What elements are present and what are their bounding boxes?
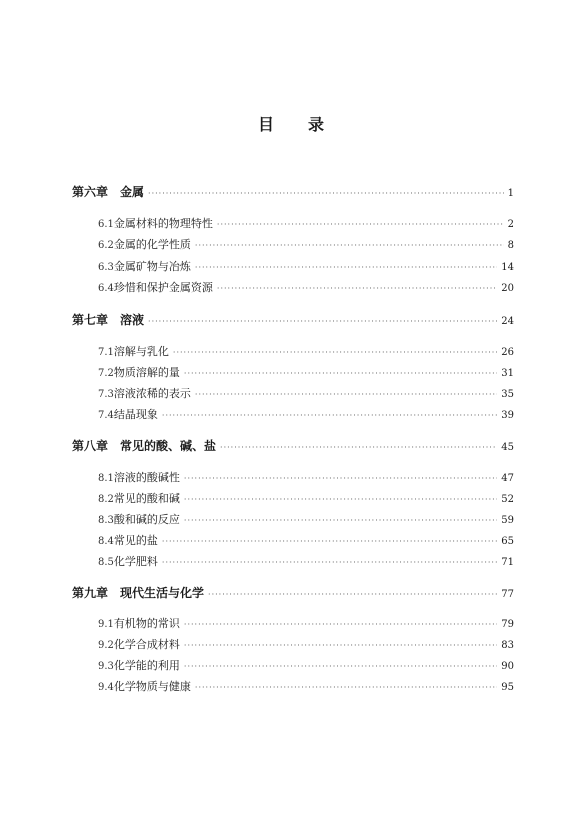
section-title: 金属材料的物理特性 (113, 217, 213, 230)
section-page-number: 71 (501, 557, 514, 568)
toc-section-9-3[interactable] (98, 657, 514, 673)
section-page-number: 95 (501, 682, 514, 693)
section-title: 珍惜和保护金属资源 (113, 281, 213, 294)
toc-section-6-1[interactable] (98, 215, 514, 231)
toc-section-9-2[interactable] (98, 636, 514, 652)
toc-section-7-2[interactable] (98, 364, 514, 380)
chapter-title: 溶液 (120, 313, 145, 327)
toc-chapter-7[interactable] (72, 311, 514, 328)
chapter-page-number: 77 (501, 589, 514, 600)
toc-chapter-9[interactable] (72, 584, 514, 601)
section-number: 6.4 (98, 283, 114, 294)
chapter-number: 第九章 (72, 586, 109, 600)
section-number: 7.4 (98, 410, 114, 421)
toc-section-7-1[interactable] (98, 343, 514, 359)
section-page-number: 14 (501, 262, 514, 273)
section-page-number: 52 (501, 494, 514, 505)
section-title: 有机物的常识 (113, 617, 180, 630)
dot-leader (195, 264, 497, 272)
dot-leader (217, 221, 504, 229)
section-number: 8.2 (98, 494, 114, 505)
dot-leader (184, 475, 497, 483)
dot-leader (220, 444, 497, 452)
toc-section-7-3[interactable] (98, 385, 514, 401)
section-number: 6.3 (98, 262, 114, 273)
section-title: 结晶现象 (113, 408, 158, 421)
section-title: 化学能的利用 (113, 659, 180, 672)
dot-leader (162, 538, 497, 546)
section-page-number: 2 (507, 219, 514, 230)
dot-leader (148, 318, 497, 326)
section-title: 金属的化学性质 (113, 238, 191, 251)
section-title: 化学肥料 (113, 555, 158, 568)
section-page-number: 83 (501, 640, 514, 651)
toc-section-7-4[interactable] (98, 406, 514, 422)
section-number: 7.2 (98, 368, 114, 379)
section-title: 溶液的酸碱性 (113, 471, 180, 484)
toc-chapter-6[interactable] (72, 183, 514, 200)
section-page-number: 20 (501, 283, 514, 294)
page-title-part2: 录 (308, 115, 325, 134)
section-number: 7.1 (98, 347, 114, 358)
section-page-number: 39 (501, 410, 514, 421)
dot-leader (173, 349, 497, 357)
section-page-number: 90 (501, 661, 514, 672)
section-title: 常见的盐 (113, 534, 158, 547)
dot-leader (184, 370, 497, 378)
section-number: 9.4 (98, 682, 114, 693)
dot-leader (148, 190, 504, 198)
dot-leader (217, 285, 497, 293)
section-page-number: 65 (501, 536, 514, 547)
toc-section-8-3[interactable] (98, 511, 514, 527)
section-title: 化学物质与健康 (113, 680, 191, 693)
section-number: 8.5 (98, 557, 114, 568)
section-page-number: 79 (501, 619, 514, 630)
toc-section-6-3[interactable] (98, 258, 514, 274)
section-page-number: 59 (501, 515, 514, 526)
section-number: 7.3 (98, 389, 114, 400)
dot-leader (162, 412, 497, 420)
toc-chapter-8[interactable] (72, 437, 514, 454)
toc-section-8-5[interactable] (98, 553, 514, 569)
chapter-title: 现代生活与化学 (120, 586, 205, 600)
chapter-title: 金属 (120, 185, 145, 199)
page-title-part1: 目 (257, 115, 274, 134)
chapter-number: 第八章 (72, 439, 109, 453)
dot-leader (184, 496, 497, 504)
dot-leader (208, 591, 497, 599)
dot-leader (195, 391, 497, 399)
section-page-number: 8 (507, 240, 514, 251)
chapter-page-number: 1 (507, 188, 514, 199)
section-title: 溶解与乳化 (113, 345, 169, 358)
section-number: 8.3 (98, 515, 114, 526)
chapter-number: 第七章 (72, 313, 109, 327)
dot-leader (184, 642, 497, 650)
section-number: 6.1 (98, 219, 114, 230)
section-number: 8.4 (98, 536, 114, 547)
chapter-title: 常见的酸、碱、盐 (120, 439, 217, 453)
section-number: 9.1 (98, 619, 114, 630)
section-title: 常见的酸和碱 (113, 492, 180, 505)
toc-section-8-2[interactable] (98, 490, 514, 506)
section-page-number: 26 (501, 347, 514, 358)
toc-section-8-1[interactable] (98, 469, 514, 485)
section-page-number: 35 (501, 389, 514, 400)
section-title: 化学合成材料 (113, 638, 180, 651)
dot-leader (195, 684, 497, 692)
toc-section-6-4[interactable] (98, 279, 514, 295)
section-title: 溶液浓稀的表示 (113, 387, 191, 400)
section-title: 物质溶解的量 (113, 366, 180, 379)
toc-section-9-4[interactable] (98, 678, 514, 694)
section-page-number: 31 (501, 368, 514, 379)
dot-leader (195, 242, 504, 250)
dot-leader (184, 621, 497, 629)
chapter-number: 第六章 (72, 185, 109, 199)
chapter-page-number: 45 (501, 442, 514, 453)
toc-section-9-1[interactable] (98, 615, 514, 631)
toc-section-6-2[interactable] (98, 236, 514, 252)
chapter-page-number: 24 (501, 316, 514, 327)
section-page-number: 47 (501, 473, 514, 484)
section-number: 9.3 (98, 661, 114, 672)
section-number: 8.1 (98, 473, 114, 484)
section-number: 6.2 (98, 240, 114, 251)
dot-leader (184, 663, 497, 671)
section-title: 金属矿物与冶炼 (113, 260, 191, 273)
section-number: 9.2 (98, 640, 114, 651)
dot-leader (184, 517, 497, 525)
section-title: 酸和碱的反应 (113, 513, 180, 526)
dot-leader (162, 559, 497, 567)
toc-section-8-4[interactable] (98, 532, 514, 548)
